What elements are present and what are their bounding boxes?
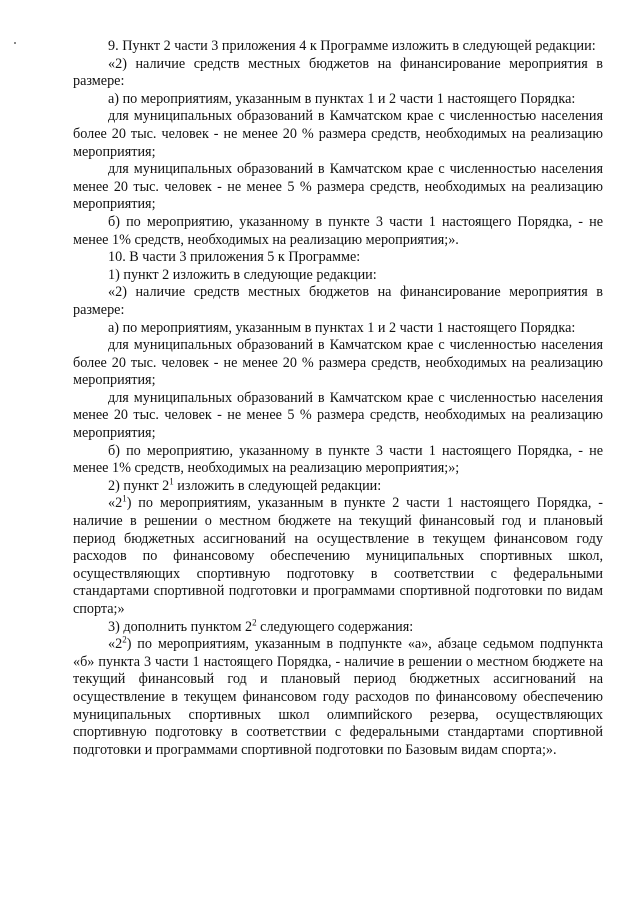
quote-item-2: «2) наличие средств местных бюджетов на финансирование мероприятия в размере: <box>73 55 603 90</box>
subitem-b: б) по мероприятию, указанному в пункте 3 части 1 настоящего Порядка, - не менее 1% средств, необходимых на реализацию мероприятия;». <box>73 213 603 248</box>
quote-2-2-sup: 2 <box>122 634 127 645</box>
item-2-sup: 1 <box>169 476 174 487</box>
paragraph-10: 10. В части 3 приложения 5 к Программе: <box>108 249 361 266</box>
document-page <box>73 38 603 759</box>
quote-item-2-1 <box>73 495 603 618</box>
subitem-a-repeat: а) по мероприятиям, указанным в пунктах 1 и 2 части 1 настоящего Порядка: <box>108 319 576 336</box>
item-2-before: 2) пункт 2 <box>108 477 170 494</box>
municipal-under-20k: для муниципальных образований в Камчатском крае с численностью населения менее 20 тыс. человек - не менее 5 % размера средств, необходимых на реализацию мероприятия; <box>73 161 603 213</box>
item-3-before: 3) дополнить пунктом 2 <box>108 618 253 635</box>
municipal-under-20k-repeat: для муниципальных образований в Камчатском крае с численностью населения менее 20 тыс. человек - не менее 5 % размера средств, необходимых на реализацию мероприятия; <box>73 389 603 442</box>
municipal-over-20k-repeat: для муниципальных образований в Камчатском крае с численностью населения более 20 тыс. человек - не менее 20 % размера средств, необходимых на реализацию мероприятия; <box>73 337 603 389</box>
quote-item-2-repeat: «2) наличие средств местных бюджетов на финансирование мероприятия в размере: <box>73 284 603 318</box>
paragraph-9: 9. Пункт 2 части 3 приложения 4 к Программе изложить в следующей редакции: <box>108 38 596 54</box>
municipal-over-20k: для муниципальных образований в Камчатском крае с численностью населения более 20 тыс. человек - не менее 20 % размера средств, необходимых на реализацию мероприятия; <box>73 108 603 160</box>
quote-item-2-2 <box>73 636 603 759</box>
quote-2-1-open: «2 <box>108 495 123 512</box>
subitem-a: а) по мероприятиям, указанным в пунктах 1 и 2 части 1 настоящего Порядка: <box>108 90 576 107</box>
quote-2-1-text: ) по мероприятиям, указанным в пункте 2 части 1 настоящего Порядка, - наличие в решении о местном бюджете на текущий финансовый год и плановый период бюджетных ассигнований на осуществление в текущем финансовом году расходов по финансовому обеспечению муниципальных спортивных школ, осуществляющих спортивную подготовку в соответствии с федеральными стандартами спортивной подготовки и программами спортивной подготовки по видам спорта;» <box>73 495 603 617</box>
item-2-after: изложить в следующей редакции: <box>173 477 382 494</box>
item-2-heading <box>73 478 603 496</box>
quote-2-2-text: ) по мероприятиям, указанным в подпункте «а», абзаце седьмом подпункта «б» пункта 3 части 1 настоящего Порядка, - наличие в решении о местном бюджете на текущий финансовый год и плановый период бюджетных ассигнований на осуществление в текущем финансовом году расходов по финансовому обеспечению муниципальных спортивных школ олимпийского резерва, осуществляющих спортивную подготовку в соответствии с федеральными стандартами спортивной подготовки и программами спортивной подготовки по Базовым видам спорта;». <box>73 636 603 758</box>
item-3-sup: 2 <box>252 616 257 627</box>
quote-2-2-open: «2 <box>108 636 123 653</box>
subitem-b-repeat: б) по мероприятию, указанному в пункте 3 части 1 настоящего Порядка, - не менее 1% средств, необходимых на реализацию мероприятия;»; <box>73 442 603 477</box>
quote-2-1-sup: 1 <box>122 493 127 504</box>
item-1: 1) пункт 2 изложить в следующие редакции: <box>108 266 377 283</box>
item-3-after: следующего содержания: <box>256 618 414 635</box>
item-3-heading <box>73 616 603 637</box>
scan-mark <box>14 42 16 44</box>
